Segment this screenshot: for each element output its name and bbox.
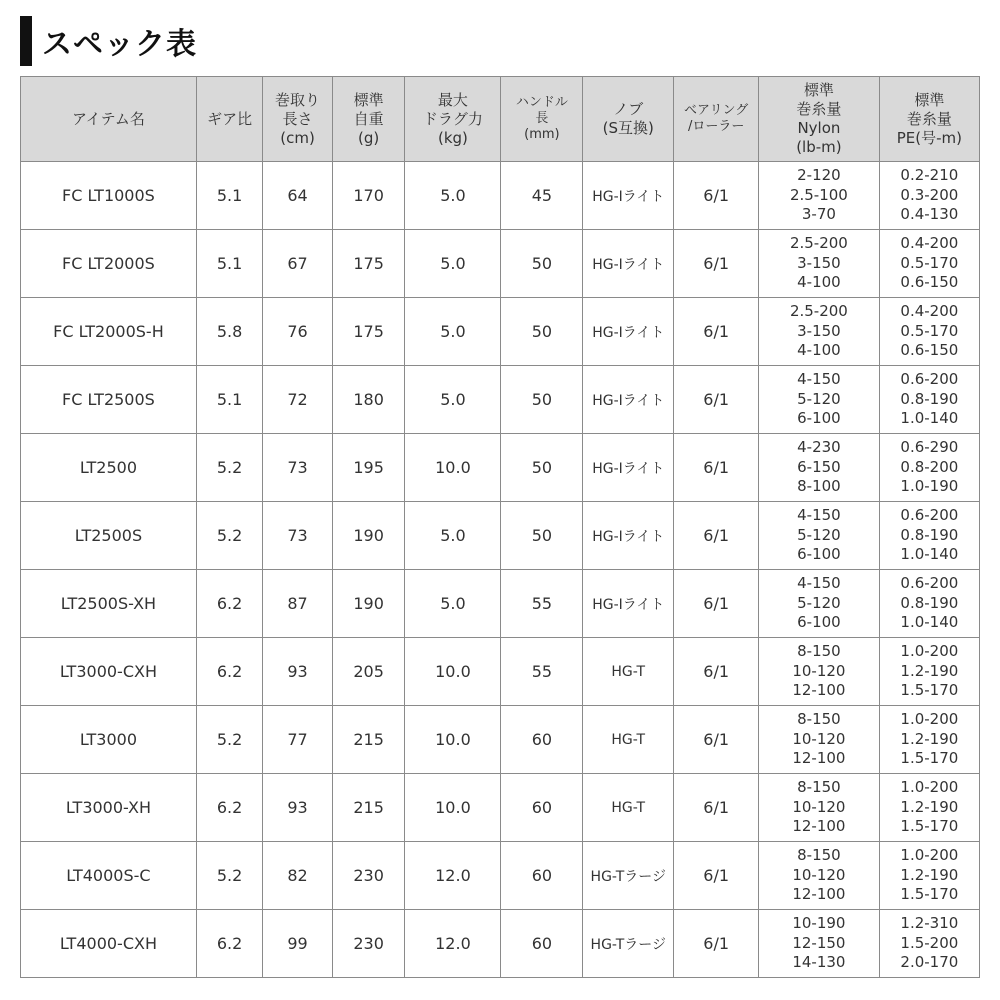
- capacity-line: 2.0-170: [900, 953, 959, 972]
- capacity-line: 10-120: [792, 729, 846, 748]
- cell-pe-capacity: [879, 230, 979, 298]
- page-title: スペック表: [42, 27, 197, 62]
- cell-weight: 175: [332, 230, 405, 298]
- header-line: PE(号-m): [896, 128, 962, 147]
- capacity-line: 0.5-170: [900, 321, 959, 340]
- spec-table: [20, 76, 980, 978]
- cell-pe-capacity: [879, 162, 979, 230]
- cell-retrieve-length: 76: [263, 298, 333, 366]
- header-handle-length: [501, 77, 583, 162]
- header-line: (kg): [437, 128, 468, 147]
- header-line: 標準: [353, 90, 384, 109]
- capacity-line: 3-150: [797, 321, 841, 340]
- cell-handle-length: 55: [501, 570, 583, 638]
- cell-pe-capacity: [879, 366, 979, 434]
- header-retrieve-length: [263, 77, 333, 162]
- cell-nylon-capacity: [759, 570, 880, 638]
- cell-pe-capacity: [879, 706, 979, 774]
- cell-bearing: 6/1: [674, 774, 759, 842]
- cell-retrieve-length: 99: [263, 910, 333, 978]
- cell-retrieve-length: 87: [263, 570, 333, 638]
- header-line: 長: [535, 111, 549, 126]
- table-body: [21, 162, 980, 978]
- cell-nylon-capacity: [759, 434, 880, 502]
- capacity-line: 0.8-190: [900, 389, 959, 408]
- header-line: 巻糸量: [796, 100, 842, 118]
- cell-item-name: LT2500S-XH: [21, 570, 197, 638]
- cell-max-drag: 5.0: [405, 162, 501, 230]
- table-row: [21, 434, 980, 502]
- cell-weight: 230: [332, 910, 405, 978]
- capacity-line: 1.5-170: [900, 817, 959, 836]
- cell-bearing: 6/1: [674, 706, 759, 774]
- capacity-line: 1.0-190: [900, 477, 959, 496]
- table-row: [21, 230, 980, 298]
- cell-gear-ratio: 6.2: [196, 638, 262, 706]
- table-row: [21, 366, 980, 434]
- capacity-line: 12-100: [792, 885, 846, 904]
- capacity-line: 10-120: [792, 661, 846, 680]
- cell-max-drag: 5.0: [405, 298, 501, 366]
- capacity-line: 1.5-170: [900, 749, 959, 768]
- cell-max-drag: 12.0: [405, 910, 501, 978]
- cell-item-name: FC LT1000S: [21, 162, 197, 230]
- cell-bearing: 6/1: [674, 230, 759, 298]
- cell-item-name: LT2500S: [21, 502, 197, 570]
- capacity-line: 1.0-200: [900, 710, 959, 729]
- capacity-line: 1.0-200: [900, 846, 959, 865]
- cell-handle-length: 55: [501, 638, 583, 706]
- cell-max-drag: 5.0: [405, 570, 501, 638]
- cell-bearing: 6/1: [674, 570, 759, 638]
- header-line: /ローラー: [687, 119, 745, 134]
- header-line: ハンドル: [515, 95, 568, 110]
- cell-handle-length: 45: [501, 162, 583, 230]
- capacity-line: 4-230: [797, 438, 841, 457]
- capacity-line: 6-100: [797, 613, 841, 632]
- header-gear-ratio: [196, 77, 262, 162]
- cell-item-name: FC LT2500S: [21, 366, 197, 434]
- cell-nylon-capacity: [759, 842, 880, 910]
- capacity-line: 1.5-170: [900, 681, 959, 700]
- cell-weight: 195: [332, 434, 405, 502]
- cell-handle-length: 50: [501, 502, 583, 570]
- cell-handle-length: 60: [501, 706, 583, 774]
- header-line: アイテム名: [71, 109, 145, 128]
- cell-item-name: FC LT2000S: [21, 230, 197, 298]
- table-row: [21, 706, 980, 774]
- capacity-line: 0.6-200: [900, 574, 959, 593]
- capacity-line: 1.0-200: [900, 642, 959, 661]
- cell-nylon-capacity: [759, 706, 880, 774]
- header-line: ベアリング: [684, 103, 749, 118]
- capacity-line: 8-100: [797, 477, 841, 496]
- cell-item-name: FC LT2000S-H: [21, 298, 197, 366]
- header-max-drag: [405, 77, 501, 162]
- cell-retrieve-length: 73: [263, 434, 333, 502]
- capacity-line: 0.4-200: [900, 234, 959, 253]
- capacity-line: 0.4-200: [900, 302, 959, 321]
- cell-retrieve-length: 82: [263, 842, 333, 910]
- capacity-line: 2.5-200: [789, 302, 848, 321]
- cell-bearing: 6/1: [674, 162, 759, 230]
- capacity-line: 1.5-200: [900, 933, 959, 952]
- table-row: [21, 298, 980, 366]
- cell-gear-ratio: 5.2: [196, 502, 262, 570]
- capacity-line: 0.2-210: [900, 166, 959, 185]
- capacity-line: 14-130: [792, 953, 846, 972]
- cell-weight: 215: [332, 774, 405, 842]
- capacity-line: 4-150: [797, 574, 841, 593]
- capacity-line: 1.2-310: [900, 914, 959, 933]
- header-line: (lb-m): [796, 138, 842, 156]
- cell-weight: 170: [332, 162, 405, 230]
- capacity-line: 0.6-200: [900, 506, 959, 525]
- capacity-line: 6-100: [797, 545, 841, 564]
- capacity-line: 0.8-190: [900, 593, 959, 612]
- capacity-line: 1.0-200: [900, 778, 959, 797]
- capacity-line: 1.0-140: [900, 409, 959, 428]
- capacity-line: 0.4-130: [900, 205, 959, 224]
- capacity-line: 8-150: [797, 710, 841, 729]
- capacity-line: 0.8-190: [900, 525, 959, 544]
- capacity-line: 12-100: [792, 817, 846, 836]
- cell-pe-capacity: [879, 434, 979, 502]
- cell-bearing: 6/1: [674, 638, 759, 706]
- cell-retrieve-length: 72: [263, 366, 333, 434]
- cell-handle-length: 50: [501, 230, 583, 298]
- capacity-line: 0.6-200: [900, 370, 959, 389]
- table-header-row: [21, 77, 980, 162]
- cell-gear-ratio: 5.1: [196, 230, 262, 298]
- header-line: (g): [357, 128, 380, 147]
- header-line: (cm): [280, 128, 315, 147]
- capacity-line: 2-120: [797, 166, 841, 185]
- cell-weight: 175: [332, 298, 405, 366]
- capacity-line: 0.6-150: [900, 341, 959, 360]
- capacity-line: 6-100: [797, 409, 841, 428]
- cell-weight: 190: [332, 502, 405, 570]
- table-row: [21, 502, 980, 570]
- cell-knob: HG-T: [583, 774, 674, 842]
- cell-bearing: 6/1: [674, 910, 759, 978]
- capacity-line: 0.3-200: [900, 185, 959, 204]
- capacity-line: 1.2-190: [900, 797, 959, 816]
- capacity-line: 2.5-100: [789, 185, 848, 204]
- cell-max-drag: 10.0: [405, 638, 501, 706]
- cell-bearing: 6/1: [674, 298, 759, 366]
- capacity-line: 2.5-200: [789, 234, 848, 253]
- cell-nylon-capacity: [759, 162, 880, 230]
- capacity-line: 1.2-190: [900, 729, 959, 748]
- cell-item-name: LT4000S-C: [21, 842, 197, 910]
- capacity-line: 1.2-190: [900, 661, 959, 680]
- cell-knob: HG-Iライト: [583, 162, 674, 230]
- cell-item-name: LT3000-XH: [21, 774, 197, 842]
- capacity-line: 5-120: [797, 593, 841, 612]
- cell-retrieve-length: 64: [263, 162, 333, 230]
- header-line: ドラグ力: [422, 109, 483, 128]
- cell-handle-length: 50: [501, 366, 583, 434]
- cell-max-drag: 10.0: [405, 706, 501, 774]
- header-line: ギア比: [207, 109, 253, 128]
- header-line: (mm): [524, 127, 560, 142]
- cell-pe-capacity: [879, 502, 979, 570]
- cell-nylon-capacity: [759, 366, 880, 434]
- cell-handle-length: 60: [501, 910, 583, 978]
- table-row: [21, 910, 980, 978]
- cell-knob: HG-Iライト: [583, 298, 674, 366]
- capacity-line: 1.5-170: [900, 885, 959, 904]
- capacity-line: 12-100: [792, 749, 846, 768]
- title-accent-bar: [20, 16, 32, 66]
- capacity-line: 6-150: [797, 457, 841, 476]
- cell-max-drag: 10.0: [405, 434, 501, 502]
- cell-bearing: 6/1: [674, 842, 759, 910]
- cell-handle-length: 60: [501, 842, 583, 910]
- cell-gear-ratio: 5.2: [196, 842, 262, 910]
- header-line: 標準: [803, 81, 834, 99]
- cell-item-name: LT2500: [21, 434, 197, 502]
- header-knob: [583, 77, 674, 162]
- cell-retrieve-length: 93: [263, 774, 333, 842]
- capacity-line: 10-190: [792, 914, 846, 933]
- cell-max-drag: 5.0: [405, 366, 501, 434]
- cell-bearing: 6/1: [674, 366, 759, 434]
- header-line: ノブ: [613, 100, 644, 118]
- cell-knob: HG-Iライト: [583, 366, 674, 434]
- cell-max-drag: 12.0: [405, 842, 501, 910]
- capacity-line: 10-120: [792, 865, 846, 884]
- capacity-line: 4-150: [797, 370, 841, 389]
- capacity-line: 1.0-140: [900, 545, 959, 564]
- cell-nylon-capacity: [759, 774, 880, 842]
- cell-knob: HG-T: [583, 706, 674, 774]
- header-line: 巻糸量: [906, 109, 952, 128]
- cell-pe-capacity: [879, 910, 979, 978]
- capacity-line: 12-100: [792, 681, 846, 700]
- cell-gear-ratio: 5.1: [196, 162, 262, 230]
- cell-handle-length: 50: [501, 434, 583, 502]
- table-row: [21, 162, 980, 230]
- cell-gear-ratio: 5.8: [196, 298, 262, 366]
- cell-nylon-capacity: [759, 910, 880, 978]
- cell-nylon-capacity: [759, 502, 880, 570]
- capacity-line: 0.6-290: [900, 438, 959, 457]
- cell-weight: 180: [332, 366, 405, 434]
- cell-knob: HG-Iライト: [583, 570, 674, 638]
- cell-gear-ratio: 5.2: [196, 434, 262, 502]
- header-line: Nylon: [797, 119, 841, 137]
- cell-weight: 215: [332, 706, 405, 774]
- cell-bearing: 6/1: [674, 434, 759, 502]
- capacity-line: 3-150: [797, 253, 841, 272]
- cell-gear-ratio: 6.2: [196, 774, 262, 842]
- capacity-line: 10-120: [792, 797, 846, 816]
- cell-max-drag: 5.0: [405, 230, 501, 298]
- cell-max-drag: 10.0: [405, 774, 501, 842]
- cell-gear-ratio: 5.1: [196, 366, 262, 434]
- cell-pe-capacity: [879, 570, 979, 638]
- cell-handle-length: 50: [501, 298, 583, 366]
- capacity-line: 1.2-190: [900, 865, 959, 884]
- cell-item-name: LT3000-CXH: [21, 638, 197, 706]
- capacity-line: 8-150: [797, 846, 841, 865]
- header-line: 長さ: [282, 109, 313, 128]
- capacity-line: 0.8-200: [900, 457, 959, 476]
- cell-weight: 190: [332, 570, 405, 638]
- table-row: [21, 570, 980, 638]
- capacity-line: 4-100: [797, 341, 841, 360]
- cell-knob: HG-Tラージ: [583, 842, 674, 910]
- cell-knob: HG-Tラージ: [583, 910, 674, 978]
- header-item-name: [21, 77, 197, 162]
- header-line: 標準: [914, 90, 945, 109]
- header-line: 巻取り: [275, 90, 321, 109]
- capacity-line: 5-120: [797, 525, 841, 544]
- header-nylon-capacity: [759, 77, 880, 162]
- capacity-line: 4-100: [797, 273, 841, 292]
- cell-pe-capacity: [879, 638, 979, 706]
- cell-gear-ratio: 5.2: [196, 706, 262, 774]
- header-bearing: [674, 77, 759, 162]
- header-pe-capacity: [879, 77, 979, 162]
- cell-knob: HG-T: [583, 638, 674, 706]
- cell-pe-capacity: [879, 298, 979, 366]
- cell-knob: HG-Iライト: [583, 502, 674, 570]
- cell-weight: 230: [332, 842, 405, 910]
- cell-nylon-capacity: [759, 298, 880, 366]
- header-line: (S互換): [602, 119, 654, 137]
- cell-nylon-capacity: [759, 638, 880, 706]
- cell-retrieve-length: 67: [263, 230, 333, 298]
- cell-handle-length: 60: [501, 774, 583, 842]
- cell-pe-capacity: [879, 842, 979, 910]
- header-weight: [332, 77, 405, 162]
- capacity-line: 8-150: [797, 778, 841, 797]
- cell-knob: HG-Iライト: [583, 230, 674, 298]
- cell-item-name: LT3000: [21, 706, 197, 774]
- cell-bearing: 6/1: [674, 502, 759, 570]
- capacity-line: 12-150: [792, 933, 846, 952]
- cell-weight: 205: [332, 638, 405, 706]
- cell-pe-capacity: [879, 774, 979, 842]
- header-line: 自重: [353, 109, 384, 128]
- cell-max-drag: 5.0: [405, 502, 501, 570]
- cell-retrieve-length: 93: [263, 638, 333, 706]
- title-block: [20, 16, 197, 66]
- capacity-line: 0.5-170: [900, 253, 959, 272]
- header-line: 最大: [437, 90, 468, 109]
- cell-retrieve-length: 73: [263, 502, 333, 570]
- cell-nylon-capacity: [759, 230, 880, 298]
- cell-gear-ratio: 6.2: [196, 570, 262, 638]
- capacity-line: 3-70: [801, 205, 836, 224]
- capacity-line: 4-150: [797, 506, 841, 525]
- cell-knob: HG-Iライト: [583, 434, 674, 502]
- cell-item-name: LT4000-CXH: [21, 910, 197, 978]
- capacity-line: 1.0-140: [900, 613, 959, 632]
- table-row: [21, 774, 980, 842]
- cell-retrieve-length: 77: [263, 706, 333, 774]
- capacity-line: 5-120: [797, 389, 841, 408]
- capacity-line: 0.6-150: [900, 273, 959, 292]
- cell-gear-ratio: 6.2: [196, 910, 262, 978]
- table-row: [21, 638, 980, 706]
- table-row: [21, 842, 980, 910]
- capacity-line: 8-150: [797, 642, 841, 661]
